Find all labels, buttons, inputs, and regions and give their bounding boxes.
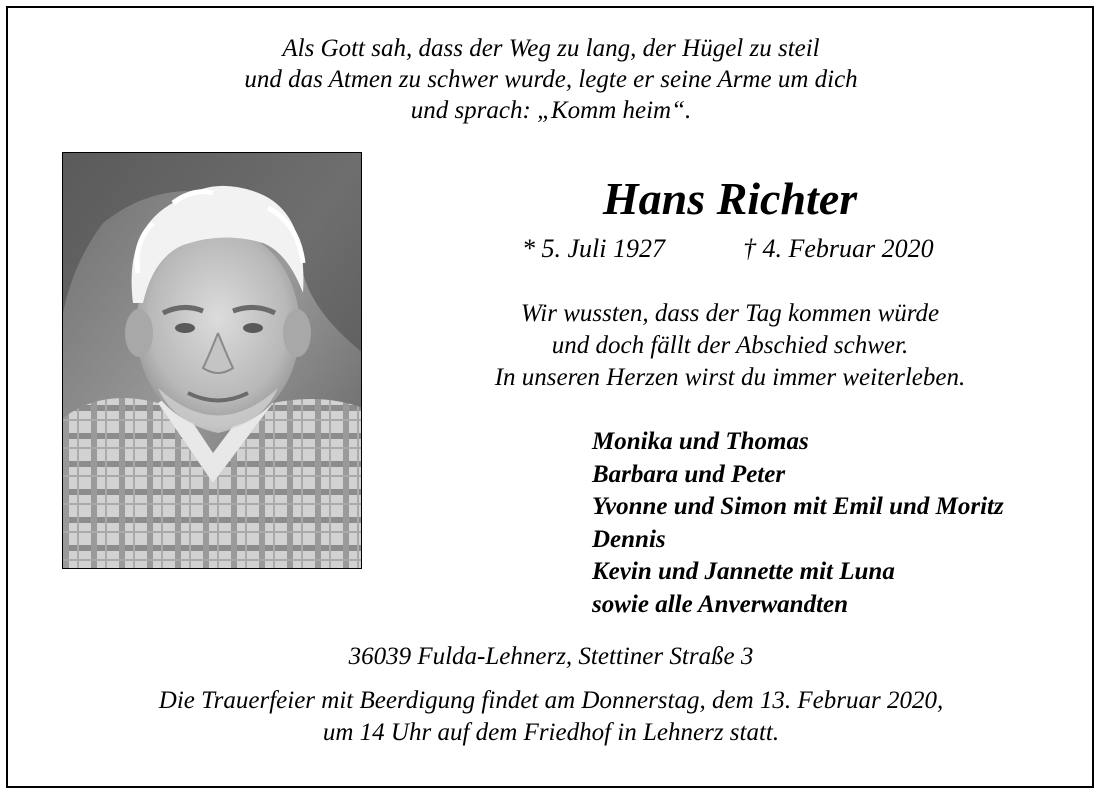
funeral-info <box>0 685 1102 749</box>
funeral-line: um 14 Uhr auf dem Friedhof in Lehnerz statt. <box>322 719 780 746</box>
deceased-name: Hans Richter <box>602 173 858 224</box>
verse-line: Wir wussten, dass der Tag kommen würde <box>520 300 940 327</box>
verse-line: und doch fällt der Abschied schwer. <box>551 332 909 359</box>
death-date: † 4. Februar 2020 <box>743 234 934 263</box>
funeral-line: Die Trauerfeier mit Beerdigung findet am Donnerstag, dem 13. Februar 2020, <box>158 687 944 714</box>
mourner-entry: Kevin und Jannette mit Luna <box>592 558 895 585</box>
mourner-entry: Barbara und Peter <box>592 460 786 488</box>
birth-date: * 5. Juli 1927 <box>522 234 665 263</box>
quote-line: Als Gott sah, dass der Weg zu lang, der Hügel zu steil <box>282 35 820 62</box>
mourner-entry: Yvonne und Simon mit Emil und Moritz <box>592 493 1004 520</box>
portrait-photo <box>62 152 362 569</box>
mourner-entry: sowie alle Anverwandten <box>592 590 849 618</box>
mourner-entry: Dennis <box>592 525 666 553</box>
quote-line: und sprach: „Komm heim“. <box>410 97 692 124</box>
mourners-list <box>592 426 1004 621</box>
quote-line: und das Atmen zu schwer wurde, legte er seine Arme um dich <box>244 66 858 93</box>
opening-quote <box>0 33 1102 126</box>
verse-line: In unseren Herzen wirst du immer weiterleben. <box>494 364 966 391</box>
mourner-entry: Monika und Thomas <box>592 428 809 455</box>
memorial-verse <box>380 298 1080 394</box>
family-address: 36039 Fulda-Lehnerz, Stettiner Straße 3 <box>348 643 754 670</box>
